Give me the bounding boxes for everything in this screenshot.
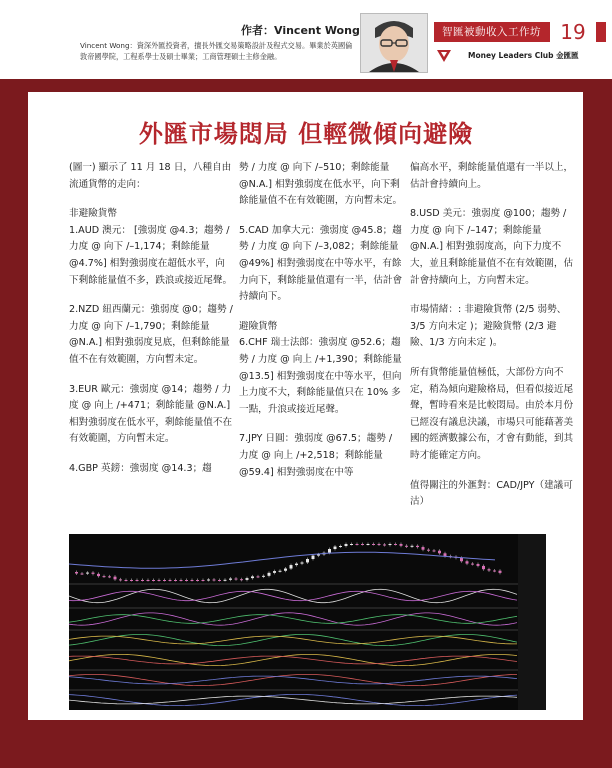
candle-body <box>196 580 199 581</box>
candle-body <box>279 571 282 572</box>
candle-body <box>114 577 117 580</box>
paragraph: 偏高水平，剩餘能量值還有一半以上，估計會持續向上。 <box>410 162 574 190</box>
candle-body <box>488 569 491 570</box>
candle-body <box>262 576 265 577</box>
candle-body <box>411 546 414 547</box>
candle-body <box>345 544 348 546</box>
candle-body <box>499 571 502 573</box>
candle-body <box>438 551 441 554</box>
candle-body <box>81 574 84 575</box>
candle-body <box>268 573 271 576</box>
candle-body <box>466 561 469 563</box>
candle-body <box>229 579 232 580</box>
paragraph: 勢 / 力度 @ 向下 /–510；剩餘能量 @N.A.] 相對強弱度在低水平，向下剩餘能量值不在有效範圍，方向暫未定。 <box>239 162 403 207</box>
candle-body <box>213 580 216 581</box>
candle-body <box>180 580 183 581</box>
candle-body <box>235 579 238 580</box>
candle-body <box>246 578 249 580</box>
candle-body <box>367 544 370 545</box>
candle-body <box>207 580 210 581</box>
candle-body <box>136 580 139 581</box>
candle-body <box>174 580 177 581</box>
author-portrait <box>360 13 428 73</box>
candle-body <box>400 544 403 546</box>
candle-body <box>224 580 227 581</box>
article-column-3 <box>410 160 575 524</box>
candle-body <box>97 574 100 576</box>
candle-body <box>394 544 397 545</box>
candle-body <box>383 544 386 545</box>
candle-body <box>378 544 381 545</box>
candle-body <box>158 580 161 581</box>
club-name: Money Leaders Club 金匯匯 <box>468 51 579 60</box>
candle-body <box>416 546 419 547</box>
paragraph: (圖一) 顯示了 11 月 18 日，八種自由流通貨幣的走向： <box>69 162 232 190</box>
candle-body <box>301 562 304 563</box>
fx-chart-screenshot <box>69 534 546 710</box>
candle-body <box>295 564 298 565</box>
article-headline: 外匯市場悶局 但輕微傾向避險 <box>138 120 474 148</box>
candle-body <box>471 564 474 565</box>
candle-body <box>317 554 320 555</box>
banner-title: 智匯被動收入工作坊 <box>442 26 541 38</box>
candle-body <box>218 580 221 581</box>
candle-body <box>427 550 430 551</box>
candle-body <box>92 573 95 574</box>
candle-body <box>75 572 78 574</box>
candle-body <box>334 547 337 549</box>
author-name: 作者：Vincent Wong <box>241 24 360 37</box>
candle-body <box>257 576 260 577</box>
candle-body <box>433 550 436 551</box>
candle-body <box>389 544 392 545</box>
paragraph: 非避險貨幣 1.AUD 澳元： [強弱度 @4.3；趨勢 / 力度 @ 向下 /–1,174；剩餘能量 @4.7%] 相對強弱度在超低水平，向下剩餘能量值不多，跌浪或接近尾聲。 <box>69 208 233 286</box>
page-number: 19 <box>550 17 596 47</box>
candle-body <box>372 544 375 545</box>
paragraph: 8.USD 美元：強弱度 @100；趨勢 / 力度 @ 向下 /–147；剩餘能量 @N.A.] 相對強弱度高，向下力度不大，並且剩餘能量值不在有效範圍，估計會持續向上，方向暫未定。 <box>410 208 574 286</box>
candle-body <box>240 579 243 580</box>
candle-body <box>141 580 144 581</box>
candle-body <box>284 569 287 571</box>
paragraph: 7.JPY 日圓：強弱度 @67.5；趨勢 / 力度 @ 向上 /+2,518；剩餘能量 @59.4] 相對強弱度在中等 <box>239 433 393 478</box>
candle-body <box>493 571 496 572</box>
article-column-2 <box>239 160 404 494</box>
candle-body <box>339 546 342 547</box>
paragraph: 3.EUR 歐元：強弱度 @14；趨勢 / 力度 @ 向上 /+471；剩餘能量 @N.A.] 相對強弱度在低水平，剩餘能量值不在有效範圍，方向暫未定。 <box>69 383 233 445</box>
paragraph: 2.NZD 紐西蘭元：強弱度 @0；趨勢 / 力度 @ 向下 /–1,790；剩餘能量 @N.A.] 相對強弱度見底，但剩餘能量值不在有效範圍，方向暫未定。 <box>69 304 233 365</box>
candle-body <box>328 549 331 553</box>
paragraph: 避險貨幣 6.CHF 瑞士法郎：強弱度 @52.6；趨勢 / 力度 @ 向上 /+1,390；剩餘能量 @13.5] 相對強弱度在中等水平，但向上力度不大，剩餘能量值只在 10% 多一點，升浪或接近尾聲。 <box>239 320 402 415</box>
article-column-1 <box>69 160 234 491</box>
candle-body <box>119 579 122 580</box>
paragraph: 值得關注的外滙對：CAD/JPY（建議可沽） <box>410 479 573 508</box>
candle-body <box>147 580 150 581</box>
author-bio: Vincent Wong：資深外匯投資者，擅長外匯交易策略設計及程式交易。畢業於英國倫敦帝國學院，工程系學士及碩士畢業；工商管理碩士主修金融。 <box>80 41 353 61</box>
candle-body <box>312 556 315 559</box>
candle-body <box>108 576 111 577</box>
paragraph: 所有貨幣能量值極低，大部份方向不定，稍為傾向避險格局，但看似接近尾聲，暫時看來是比較悶局。由於本月份已經沒有議息決議，市場只可能藉著美國的經濟數據公布，才會有動能，到其時才能確定方向。 <box>410 366 574 461</box>
candle-body <box>422 547 425 550</box>
candle-body <box>130 580 133 581</box>
club-logo-icon <box>437 48 451 62</box>
fx-chart-svg <box>69 534 546 710</box>
candle-body <box>350 544 353 545</box>
candle-body <box>477 564 480 566</box>
candle-body <box>163 580 166 581</box>
candle-body <box>191 580 194 581</box>
candle-body <box>152 580 155 581</box>
paragraph: 5.CAD 加拿大元：強弱度 @45.8；趨勢 / 力度 @ 向下 /–3,082；剩餘能量 @49%] 相對強弱度在中等水平，有餘力向下，剩餘能量值還有一半，估計會持續向下。 <box>239 224 403 303</box>
candle-body <box>169 580 172 581</box>
candle-body <box>482 566 485 569</box>
paragraph: 4.GBP 英鎊：強弱度 @14.3；趨 <box>69 462 212 474</box>
candle-body <box>460 558 463 561</box>
price-axis <box>518 534 546 710</box>
candle-body <box>356 544 359 545</box>
candle-body <box>125 580 128 581</box>
candle-body <box>361 544 364 545</box>
paragraph: 市場情緒：: 非避險貨幣 (2/5 弱勢、3/5 方向未定 )；避險貨幣 (2/3 避險、1/3 方向未定 )。 <box>410 304 567 349</box>
candle-body <box>306 559 309 562</box>
candle-body <box>405 546 408 547</box>
candle-body <box>273 571 276 573</box>
candle-body <box>290 565 293 568</box>
candle-body <box>202 580 205 581</box>
candle-body <box>103 576 106 577</box>
candle-body <box>86 573 89 574</box>
candle-body <box>444 553 447 556</box>
candle-body <box>251 576 254 578</box>
candle-body <box>185 580 188 581</box>
